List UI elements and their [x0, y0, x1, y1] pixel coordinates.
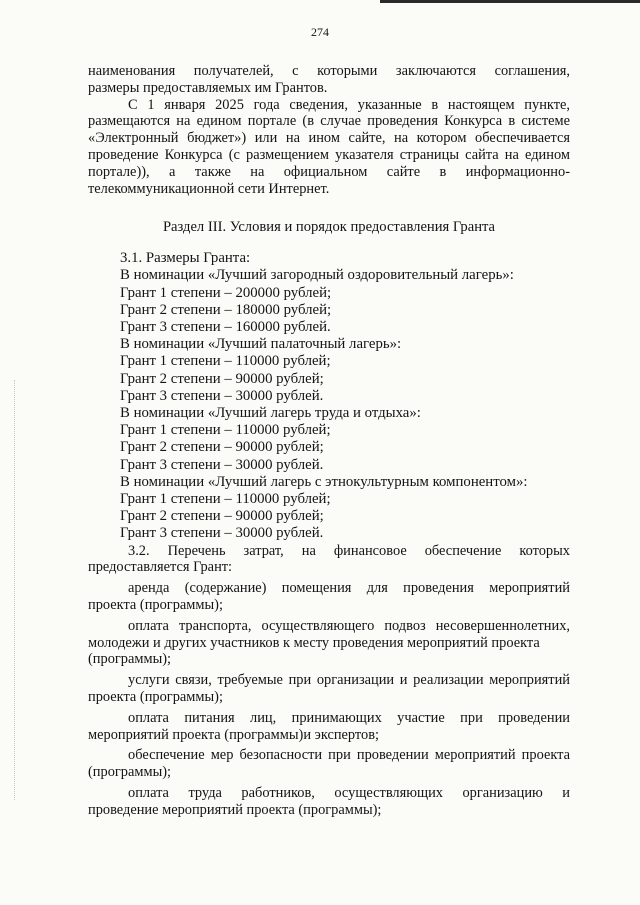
grant-amount: Грант 3 степени – 30000 рублей.: [120, 456, 324, 473]
cost-item-line: (программы);: [88, 764, 172, 781]
nomination-title: В номинации «Лучший лагерь с этнокультурным компонентом»:: [120, 473, 528, 490]
grant-amount: Грант 3 степени – 30000 рублей.: [120, 387, 324, 404]
grant-amount: Грант 1 степени – 110000 рублей;: [120, 491, 331, 508]
cost-item-line: проведение мероприятий проекта (программы);: [88, 801, 382, 818]
cost-item-line: проекта (программы);: [88, 597, 223, 614]
document-body: [88, 63, 570, 819]
cost-item: [88, 618, 570, 668]
page-number: 274: [311, 25, 329, 39]
grant-amount: Грант 1 степени – 110000 рублей;: [120, 353, 331, 370]
cost-item-line: оплата транспорта, осуществляющего подвоз несовершеннолетних,: [128, 617, 570, 634]
subsection-heading: 3.1. Размеры Гранта:: [120, 250, 251, 267]
section-title: Раздел III. Условия и порядок предоставления Гранта: [162, 219, 496, 236]
nomination-title: В номинации «Лучший загородный оздоровительный лагерь»:: [120, 267, 514, 284]
intro-line: размеры предоставляемых им Грантов.: [88, 79, 328, 96]
cost-item: [88, 785, 570, 819]
cost-item: [88, 747, 570, 781]
cost-item-line: аренда (содержание) помещения для проведения мероприятий: [128, 580, 570, 597]
cost-item: [88, 580, 570, 614]
intro-line: наименования получателей, с которыми заключаются соглашения,: [88, 63, 570, 79]
cost-item: [88, 710, 570, 744]
grant-amount: Грант 2 степени – 90000 рублей;: [120, 370, 324, 387]
cost-item-line: оплата труда работников, осуществляющих организацию и: [128, 784, 570, 801]
cost-item-line: молодежи и других участников к месту проведения мероприятий проекта (программы);: [88, 634, 540, 668]
cost-item-line: проекта (программы);: [88, 689, 223, 705]
cost-list: [88, 543, 570, 819]
grant-sizes: [88, 250, 570, 542]
text-line: проведение Конкурса (с размещением указателя страницы сайта на едином: [88, 146, 570, 163]
text-line: С 1 января 2025 года сведения, указанные в настоящем пункте,: [128, 96, 570, 113]
scan-border-top: [380, 0, 640, 3]
cost-item-line: мероприятий проекта (программы)и экспертов;: [88, 726, 380, 743]
grant-amount: Грант 2 степени – 90000 рублей;: [120, 508, 324, 525]
subsection-heading: предоставляется Грант:: [88, 559, 233, 576]
grant-amount: Грант 2 степени – 180000 рублей;: [120, 301, 332, 318]
cost-item-line: обеспечение мер безопасности при проведении мероприятий проекта: [128, 747, 570, 764]
subsection-heading: 3.2. Перечень затрат, на финансовое обеспечение которых: [128, 542, 570, 559]
cost-item: [88, 672, 570, 706]
nomination-title: В номинации «Лучший лагерь труда и отдыха»:: [120, 405, 421, 421]
text-line: портале)), а также на официальном сайте в информационно-: [88, 163, 570, 180]
grant-amount: Грант 2 степени – 90000 рублей;: [120, 439, 324, 456]
scan-border-left: [14, 380, 16, 800]
nomination-title: В номинации «Лучший палаточный лагерь»:: [120, 336, 402, 353]
text-line: телекоммуникационной сети Интернет.: [88, 180, 330, 197]
grant-amount: Грант 1 степени – 200000 рублей;: [120, 284, 332, 301]
text-line: размещаются на едином портале (в случае проведения Конкурса в системе: [88, 113, 570, 130]
grant-amount: Грант 3 степени – 30000 рублей.: [120, 525, 324, 542]
text-line: «Электронный бюджет») или на ином сайте, на котором обеспечивается: [88, 130, 570, 147]
paragraph-publication: [88, 97, 570, 198]
grant-amount: Грант 1 степени – 110000 рублей;: [120, 422, 331, 439]
grant-amount: Грант 3 степени – 160000 рублей.: [120, 318, 331, 335]
cost-item-line: оплата питания лиц, принимающих участие при проведении: [128, 709, 570, 726]
cost-item-line: услуги связи, требуемые при организации и реализации мероприятий: [128, 672, 570, 689]
